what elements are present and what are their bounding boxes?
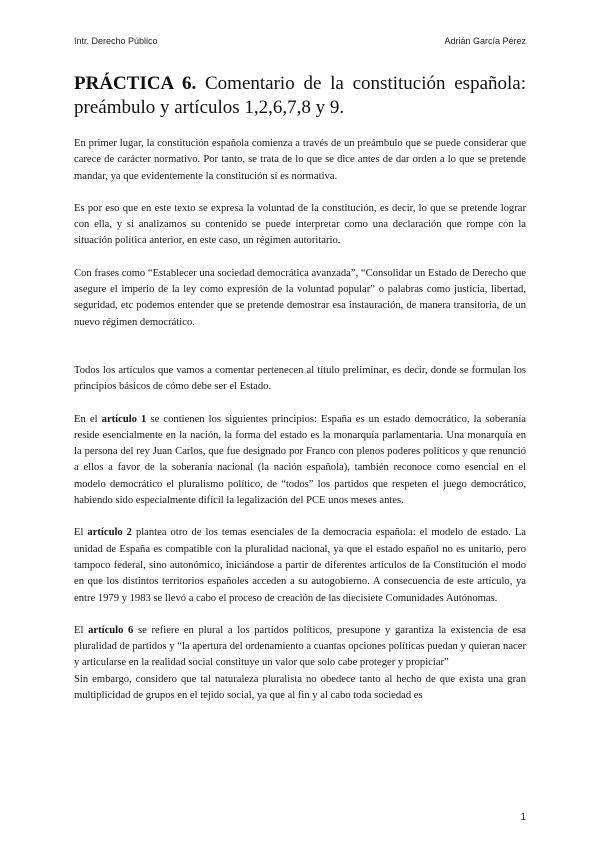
header-author: Adrián García Pérez	[444, 36, 526, 46]
page-title	[74, 72, 526, 120]
article-6-label: artículo 6	[88, 624, 134, 636]
article-1-label: artículo 1	[101, 413, 147, 425]
paragraph-preliminary-title: Todos los artículos que vamos a comentar pertenecen al título preliminar, es decir, donde se formulan los principios básicos de cómo debe ser el Estado.	[74, 364, 526, 393]
page-number: 1	[520, 812, 526, 823]
header-course: Intr. Derecho Público	[74, 36, 158, 46]
article-2-label: artículo 2	[87, 527, 132, 539]
article-6-pre: El	[74, 624, 89, 636]
paragraph-preamble-intro: En primer lugar, la constitución española comienza a través de un preámbulo que se puede considerar que carece de carácter normativo. Por tanto, se trata de lo que se dice antes de dar orden a lo que se pretende mandar, ya que evidentemente la constitución sí es normativa.	[74, 138, 526, 182]
article-1-pre: En el	[74, 413, 102, 425]
title-bold: PRÁCTICA 6.	[74, 73, 197, 94]
page-header	[74, 36, 526, 50]
paragraph-article-1	[74, 412, 526, 510]
title-rest: Comentario de la constitución española: preámbulo y artículos 1,2,6,7,8 y 9.	[74, 73, 527, 118]
article-2-text: plantea otro de los temas esenciales de la democracia española: el modelo de estado. La unidad de España es compatible con la pluralidad nacional, ya que el estado español no es unitario, pero tampoco federal, sino autonómico, iniciándose a partir de diferentes artículos de la Constitución el modo en que los distintos territorios españoles acceden a su autogobierno. A consecuencia de este artículo, ya entre 1979 y 1983 se llevó a cabo el proceso de creación de las diecisiete Comunidades Autónomas.	[74, 527, 526, 604]
paragraph-article-6	[74, 623, 526, 672]
article-6-text: se refiere en plural a los partidos políticos, presupone y garantiza la existencia de esa pluralidad de partidos y “la apertura del ordenamiento a cuantas opciones políticas puedan y quieran nacer y articularse en la realidad social constituye un valor que solo cabe proteger y propiciar”	[74, 624, 526, 669]
document-body	[74, 136, 526, 704]
article-1-text: se contienen los siguientes principios: España es un estado democrático, la soberanía reside esencialmente en la nación, la forma del estado es la monarquía parlamentaria. Una monarquía en la persona del rey Juan Carlos, que fue designado por Franco con plenos poderes políticos y que renunció a ellos a favor de la soberanía nacional (la nación española), también reconoce como esencial en el modelo democrático el pluralismo político, de “todos” los partidos que respeten el juego democrático, habiendo sido especialmente difícil la legalización del PCE unos meses antes.	[74, 413, 527, 507]
paragraph-pluralism: Sin embargo, considero que tal naturaleza pluralista no obedece tanto al hecho de que exista una gran multiplicidad de grupos en el tejido social, ya que al fin y al cabo toda sociedad es	[74, 673, 526, 702]
paragraph-article-2	[74, 525, 526, 606]
paragraph-preamble-phrases: Con frases como “Establecer una sociedad democrática avanzada”, “Consolidar un Estado de Derecho que asegure el imperio de la ley como expresión de la voluntad popular” o palabras como justicia, libertad, seguridad, etc podemos entender que se pretende demostrar esa instauración, de manera transitoria, de un nuevo régimen democrático.	[74, 267, 526, 328]
paragraph-preamble-will: Es por eso que en este texto se expresa la voluntad de la constitución, es decir, lo que se pretende lograr con ella, y si analizamos su contenido se puede interpretar como una declaración que rompe con la situación política anterior, en este caso, un régimen autoritario.	[74, 202, 526, 247]
article-2-pre: El	[74, 527, 88, 539]
